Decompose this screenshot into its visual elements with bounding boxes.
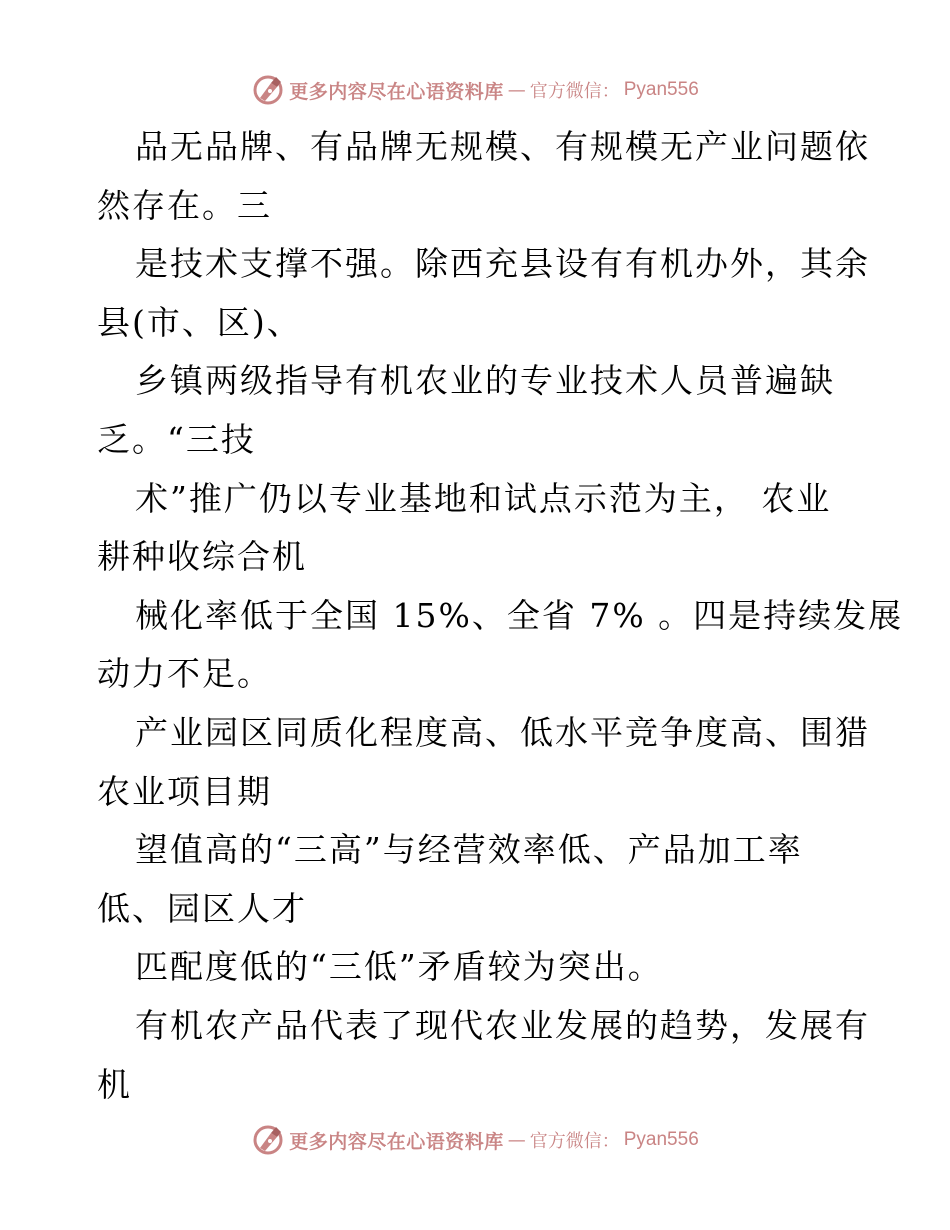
text-line: 产业园区同质化程度高、低水平竞争度高、围猎 — [135, 712, 870, 752]
text-line: 低、园区人才 — [97, 888, 307, 928]
footer-banner — [0, 1120, 950, 1160]
text-line: 然存在。三 — [97, 185, 272, 225]
footer-wechat-label: 官方微信： — [529, 1131, 620, 1152]
text-line: 耕种收综合机 — [97, 537, 307, 577]
footer-dash: — — [507, 1129, 526, 1151]
footer-brand-text: 更多内容尽在心语资料库 — [289, 1130, 504, 1153]
text-line: 术”推广仍以专业基地和试点示范为主， 农业 — [135, 478, 832, 518]
body-text — [97, 118, 904, 1114]
text-line: 品无品牌、有品牌无规模、有规模无产业问题依 — [135, 127, 870, 166]
footer-wechat-id: Pyan556 — [623, 1129, 699, 1150]
pen-nib-logo-icon — [251, 1123, 285, 1157]
text-line: 匹配度低的“三低”矛盾较为突出。 — [135, 947, 663, 987]
text-line: 是技术支撑不强。除西充县设有有机办外，其余 — [135, 244, 870, 284]
text-line: 乏。“三技 — [97, 419, 256, 459]
text-line: 有机农产品代表了现代农业发展的趋势，发展有 — [135, 1005, 870, 1045]
header-banner — [0, 70, 950, 110]
text-line: 县(市、区)、 — [97, 302, 302, 342]
header-wechat-label: 官方微信： — [529, 81, 620, 102]
text-line: 机 — [97, 1064, 132, 1104]
text-line: 动力不足。 — [97, 654, 272, 694]
header-dash: — — [507, 79, 526, 101]
footer-banner-content — [251, 1123, 699, 1157]
header-brand-text: 更多内容尽在心语资料库 — [289, 80, 504, 103]
text-line: 械化率低于全国 15%、全省 7% 。四是持续发展 — [135, 595, 904, 635]
text-line: 农业项目期 — [97, 771, 272, 811]
header-wechat-id: Pyan556 — [623, 79, 699, 100]
text-line: 望值高的“三高”与经营效率低、产品加工率 — [135, 830, 803, 870]
text-line: 乡镇两级指导有机农业的专业技术人员普遍缺 — [135, 361, 835, 401]
pen-nib-logo-icon — [251, 73, 285, 107]
header-banner-content — [251, 73, 699, 107]
